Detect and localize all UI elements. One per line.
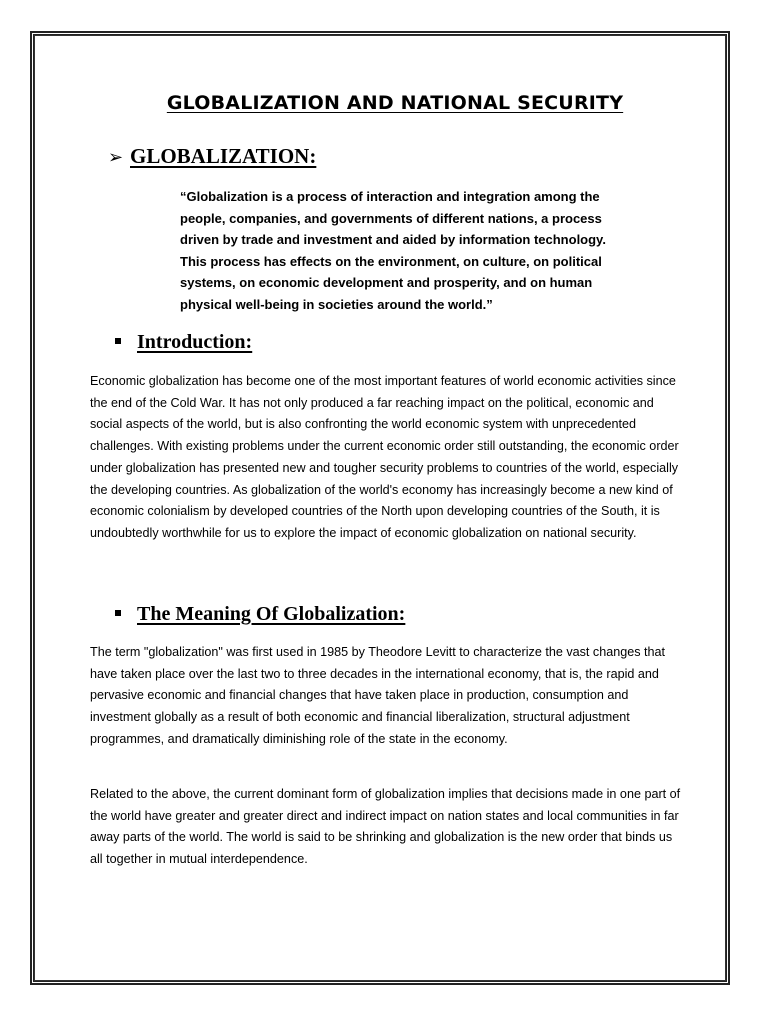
square-bullet-icon [115, 338, 121, 344]
square-bullet-icon [115, 610, 121, 616]
section-heading-globalization [108, 144, 316, 169]
heading-introduction-label: Introduction: [137, 331, 253, 353]
meaning-paragraph-2: Related to the above, the current dominant form of globalization implies that decisions made in one part of the world have greater and greater direct and indirect impact on nation states and local communities in far away parts of the world. The world is said to be shrinking and globalization is the new order that binds us all together in mutual interdependence. [90, 787, 681, 867]
heading-meaning-of-globalization [115, 603, 405, 626]
introduction-paragraph: Economic globalization has become one of the most important features of world economic activities since the end of the Cold War. It has not only produced a far reaching impact on the political, economic and social aspects of the world, but is also confronting the world economic system with unprecedented challenges. With existing problems under the current economic order still outstanding, the economic order under globalization has presented new and tougher security problems to countries of the world, especially the developing countries. As globalization of the world's economy has increasingly become a new kind of economic colonialism by developed countries of the North upon developing countries of the South, it is undoubtedly worthwhile for us to explore the impact of economic globalization on national security. [90, 374, 679, 540]
document-title: GLOBALIZATION AND NATIONAL SECURITY [166, 92, 624, 114]
globalization-definition-quote: “Globalization is a process of interaction and integration among the people, companies, and governments of different nations, a process driven by trade and investment and aided by information technology. This process has effects on the environment, on culture, on political systems, on economic development and prosperity, and on human physical well-being in societies around the world.” [180, 189, 606, 312]
meaning-paragraph-1: The term "globalization" was first used in 1985 by Theodore Levitt to characterize the vast changes that have taken place over the last two to three decades in the international economy, that is, the rapid and pervasive economic and financial changes that have taken place in production, consumption and investment globally as a result of both economic and financial liberalization, structural adjustment programmes, and dramatically diminishing role of the state in the economy. [90, 645, 666, 746]
heading-introduction [115, 331, 252, 354]
arrowhead-bullet-icon: ➢ [108, 147, 124, 168]
heading-meaning-label: The Meaning Of Globalization: [137, 603, 406, 625]
section-heading-label: GLOBALIZATION: [130, 144, 317, 168]
